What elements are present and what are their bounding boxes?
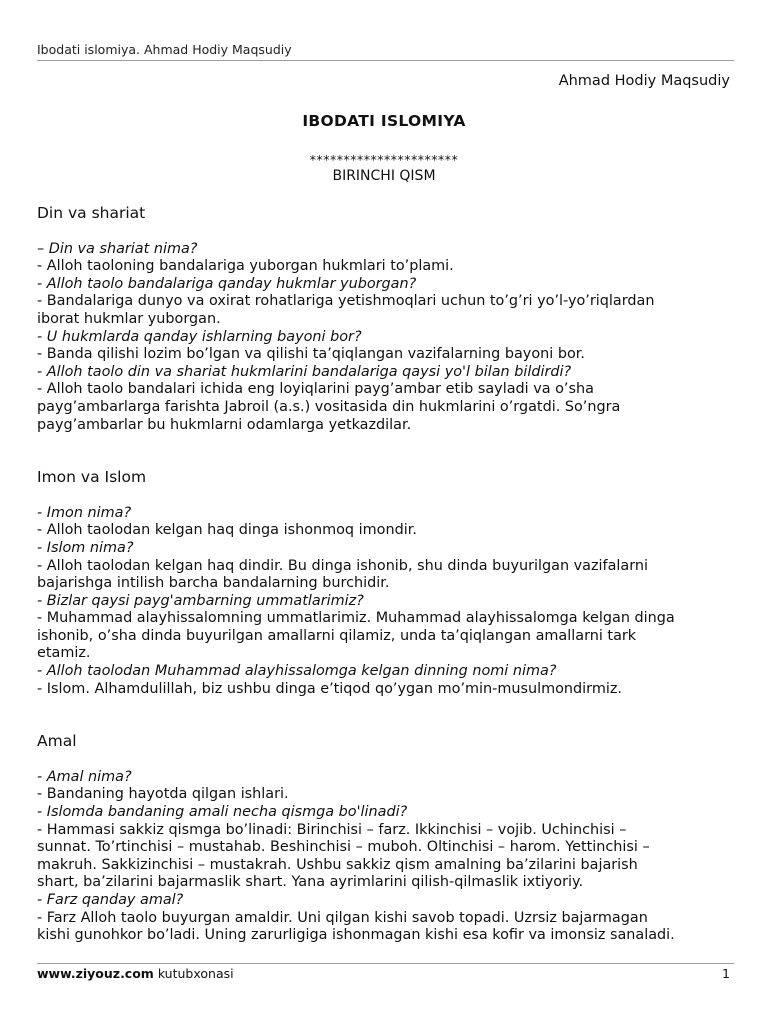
star-divider: ********************** [309,152,459,167]
answer-line: - Hammasi sakkiz qismga bo’linadi: Birinchisi – farz. Ikkinchisi – vojib. Uchinchisi – [37,821,627,838]
answer-line: payg’ambarlarga farishta Jabroil (a.s.) vositasida din hukmlarini o’rgatdi. So’ngra [37,398,621,415]
question-line: - U hukmlarda qanday ishlarning bayoni bor? [37,328,362,345]
question-line: - Imon nima? [37,504,132,521]
section [37,733,737,945]
answer-line: - Alloh taolodan kelgan haq dinga ishonmoq imondir. [37,522,417,539]
footer-rule [37,963,734,964]
answer-line: - Farz Alloh taolo buyurgan amaldir. Uni qilgan kishi savob topadi. Uzrsiz bajarmagan [37,909,648,926]
question-line: - Farz qanday amal? [37,892,184,908]
section-gap [37,698,737,733]
document-title: IBODATI ISLOMIYA [302,112,466,130]
question-line: - Alloh taolo din va shariat hukmlarini bandalariga qaysi yo'l bilan bildirdi? [37,363,572,380]
section-heading: Amal [37,732,77,751]
question-line: - Islomda bandaning amali necha qismga bo'linadi? [37,804,408,821]
section-heading: Imon va Islom [37,468,147,487]
running-header: Ibodati islomiya. Ahmad Hodiy Maqsudiy [37,42,292,57]
question-line: - Bizlar qaysi payg'ambarning ummatlarimiz? [37,592,364,609]
question-line: - Amal nima? [37,768,132,785]
header-rule [37,60,734,61]
answer-line: iborat hukmlar yuborgan. [37,310,221,327]
section-gap [37,434,737,469]
answer-line: payg’ambarlar bu hukmlarni odamlarga yetkazdilar. [37,416,412,433]
footer-site-link[interactable]: www.ziyouz.com [37,966,154,981]
footer-library-label: kutubxonasi [157,966,234,981]
answer-line: - Alloh taolodan kelgan haq dindir. Bu dinga ishonib, shu dinda buyurilgan vazifalarni [37,557,649,574]
answer-line: - Bandalariga dunyo va oxirat rohatlariga yetishmoqlari uchun to’g’ri yo’l-yo’riqlardan [37,293,655,310]
author-name: Ahmad Hodiy Maqsudiy [558,73,730,89]
footer-source [37,966,234,981]
answer-line: shart, ba’zilarini bajarmaslik shart. Yana ayrimlarini qilish-qilmaslik ixtiyoriy. [37,874,584,891]
question-line: - Alloh taolodan Muhammad alayhissalomga kelgan dinning nomi nima? [37,663,557,680]
answer-line: - Islom. Alhamdulillah, biz ushbu dinga e’tiqod qo’ygan mo’min-musulmondirmiz. [37,680,622,697]
answer-line: - Alloh taoloning bandalariga yuborgan hukmlari to’plami. [37,258,454,275]
question-line: - Islom nima? [37,539,134,556]
answer-line: - Bandaning hayotda qilgan ishlari. [37,786,289,803]
answer-line: - Alloh taolo bandalari ichida eng loyiqlarini payg’ambar etib sayladi va o’sha [37,381,594,398]
section [37,205,737,434]
question-line: – Din va shariat nima? [37,240,198,257]
section [37,469,737,698]
answer-line: sunnat. To’rtinchisi – mustahab. Beshinchisi – muboh. Oltinchisi – harom. Yettinchisi – [37,839,650,856]
answer-line: kishi gunohkor bo’ladi. Uning zarurligiga ishonmagan kishi esa kofir va imonsiz sanaladi. [37,927,675,944]
answer-line: - Muhammad alayhissalomning ummatlarimiz. Muhammad alayhissalomga kelgan dinga [37,610,675,627]
part-title: BIRINCHI QISM [332,168,436,184]
answer-line: makruh. Sakkizinchisi – mustakrah. Ushbu sakkiz qism amalning ba’zilarini bajarish [37,856,638,873]
document-body [37,205,737,945]
answer-line: - Banda qilishi lozim bo’lgan va qilishi ta’qiqlangan vazifalarning bayoni bor. [37,346,585,363]
section-heading: Din va shariat [37,204,146,222]
answer-line: bajarishga intilish barcha bandalarning burchidir. [37,575,390,592]
answer-line: etamiz. [37,645,91,662]
question-line: - Alloh taolo bandalariga qanday hukmlar yuborgan? [37,275,417,292]
answer-line: ishonib, o’sha dinda buyurilgan amallarni qilamiz, unda ta’qiqlangan amallarni tark [37,627,637,644]
page-number: 1 [722,966,730,981]
